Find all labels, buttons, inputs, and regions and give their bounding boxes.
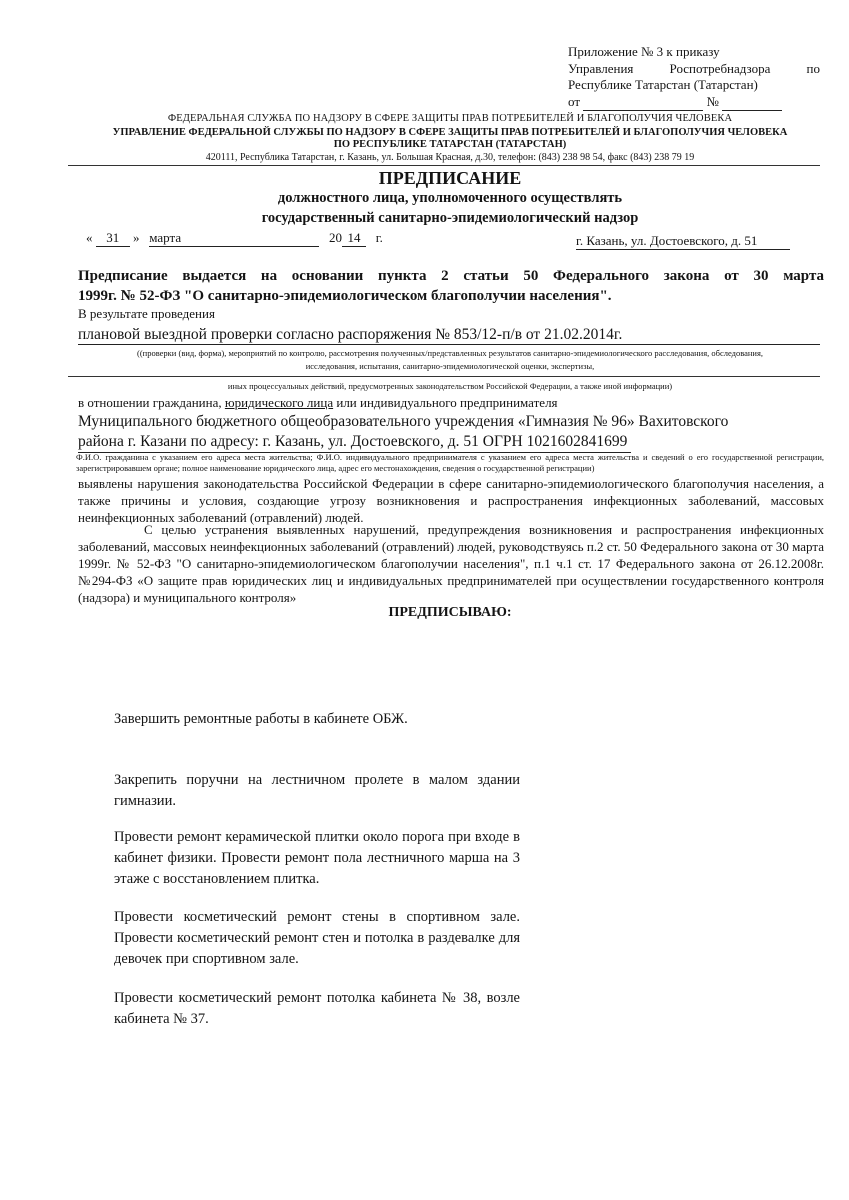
violations-text: выявлены нарушения законодательства Российской Федерации в сфере санитарно-эпидемиологического благополучия населения, а также причины и условия, создающие угрозу возникновения и распространения инфекционных заболеваний, массовых неинфекционных заболеваний (отравлений) людей. — [78, 476, 824, 525]
agency-federal: ФЕДЕРАЛЬНАЯ СЛУЖБА ПО НАДЗОРУ В СФЕРЕ ЗАЩИТЫ ПРАВ ПОТРЕБИТЕЛЕЙ И БЛАГОПОЛУЧИЯ ЧЕЛОВЕКА — [167, 113, 733, 124]
appendix-date-line — [583, 94, 703, 112]
date-day: 31 — [96, 230, 130, 247]
prescription-item: Завершить ремонтные работы в кабинете ОБЖ. — [114, 711, 408, 727]
inspection-note-2: исследования, испытания, санитарно-эпидемиологической оценки, экспертизы, — [305, 361, 595, 371]
date-month: марта — [149, 230, 319, 247]
appendix-line-1: Приложение № 3 к приказу — [568, 44, 720, 59]
prescription-item: Провести косметический ремонт потолка кабинета № 38, возле кабинета № 37. — [114, 990, 520, 1027]
appendix-number: № — [706, 93, 719, 109]
prescription-item: Закрепить поручни на лестничном пролете в малом здании гимназии. — [114, 772, 520, 809]
agency-address: 420111, Республика Татарстан, г. Казань, ул. Большая Красная, д.30, телефон: (843) 238 98 54, факс (843) 238 79 19 — [205, 152, 695, 163]
basis-line-2: 1999г. № 52-ФЗ "О санитарно-эпидемиологическом благополучии населения". — [78, 288, 612, 304]
date-year-prefix: 20 — [329, 230, 342, 245]
relation-entrepreneur: или индивидуального предпринимателя — [336, 395, 558, 410]
agency-region: ПО РЕСПУБЛИКЕ ТАТАРСТАН (ТАТАРСТАН) — [333, 139, 567, 150]
date-close-quote: » — [133, 230, 140, 245]
appendix-line-4 — [568, 94, 820, 112]
document-subtitle-1: должностного лица, уполномоченного осуществлять — [277, 190, 623, 206]
organization-line-1: Муниципального бюджетного общеобразовательного учреждения «Гимназия № 96» Вахитовского — [78, 413, 729, 430]
agency-directorate-name: УПРАВЛЕНИЕ ФЕДЕРАЛЬНОЙ СЛУЖБЫ ПО НАДЗОРУ В СФЕРЕ ЗАЩИТЫ ПРАВ ПОТРЕБИТЕЛЕЙ И БЛАГОПОЛУЧИЯ ЧЕЛОВЕКА — [112, 127, 788, 138]
appendix-line-2a: Управления — [568, 60, 634, 76]
appendix-block — [568, 44, 820, 111]
purpose-text: С целью устранения выявленных нарушений, предупреждения возникновения и распространения инфекционных заболеваний, массовых неинфекционных заболеваний (отравлений) людей, руководствуясь п.2 ст. 50 Федерального закона от 30 марта 1999г. № 52-ФЗ "О санитарно-эпидемиологическом благополучии населения", п.1 ч.1 ст. 17 Федерального закона от 26.12.2008г. №294-ФЗ «О защите прав юридических лиц и индивидуальных предпринимателей при осуществлении государственного контроля (надзора) и муниципального контроля» — [78, 522, 824, 605]
date-line — [86, 230, 383, 247]
note-divider — [68, 376, 820, 377]
subject-note: Ф.И.О. гражданина с указанием его адреса места жительства; Ф.И.О. индивидуального предпринимателя с указанием его адреса места жительства и сведений о его государственной регистрации, зарегистрировавшем органе; полное наименование юридического лица, адрес его местонахождения, сведения о государственной регистрации) — [76, 452, 824, 473]
relation-citizen: в отношении гражданина, — [78, 395, 222, 410]
appendix-line-2 — [568, 61, 820, 78]
basis-line-1: Предписание выдается на основании пункта 2 статьи 50 Федерального закона от 30 марта — [78, 268, 824, 284]
date-place: г. Казань, ул. Достоевского, д. 51 — [576, 233, 790, 250]
inspection-description: плановой выездной проверки согласно распоряжения № 853/12-п/в от 21.02.2014г. — [78, 326, 820, 345]
appendix-number-line — [722, 94, 782, 112]
relation-line — [78, 395, 558, 411]
appendix-from: от — [568, 93, 581, 109]
prescription-item: Провести косметический ремонт стены в спортивном зале. Провести косметический ремонт стен и потолка в раздевалке для девочек при спортивном зале. — [114, 909, 520, 967]
document-title: ПРЕДПИСАНИЕ — [378, 168, 522, 188]
appendix-line-3: Республике Татарстан (Татарстан) — [568, 77, 758, 92]
header-divider — [68, 165, 820, 166]
document-subtitle-2: государственный санитарно-эпидемиологический надзор — [261, 210, 639, 226]
result-label: В результате проведения — [78, 306, 215, 321]
date-year-abbr: г. — [375, 230, 383, 245]
prescribe-heading: ПРЕДПИСЫВАЮ: — [388, 605, 512, 620]
organization-line-2: района г. Казани по адресу: г. Казань, ул. Достоевского, д. 51 ОГРН 1021602841699 — [78, 432, 631, 453]
inspection-note-3: иных процессуальных действий, предусмотренных законодательством Российской Федерации, а также иной информации) — [227, 381, 673, 391]
agency-directorate — [70, 127, 830, 151]
relation-legal-entity: юридического лица — [224, 395, 334, 410]
date-open-quote: « — [86, 230, 93, 245]
date-year-suffix: 14 — [342, 230, 366, 247]
appendix-line-2c: по — [806, 60, 820, 76]
inspection-note-1: ((проверки (вид, форма), мероприятий по контролю, рассмотрения полученных/представленных результатов санитарно-эпидемиологического расследования, обследования, — [136, 348, 764, 358]
prescription-item: Провести ремонт керамической плитки около порога при входе в кабинет физики. Провести ремонт пола лестничного марша на 3 этаже с восстановлением плитка. — [114, 829, 520, 887]
appendix-line-2b: Роспотребнадзора — [669, 60, 771, 76]
